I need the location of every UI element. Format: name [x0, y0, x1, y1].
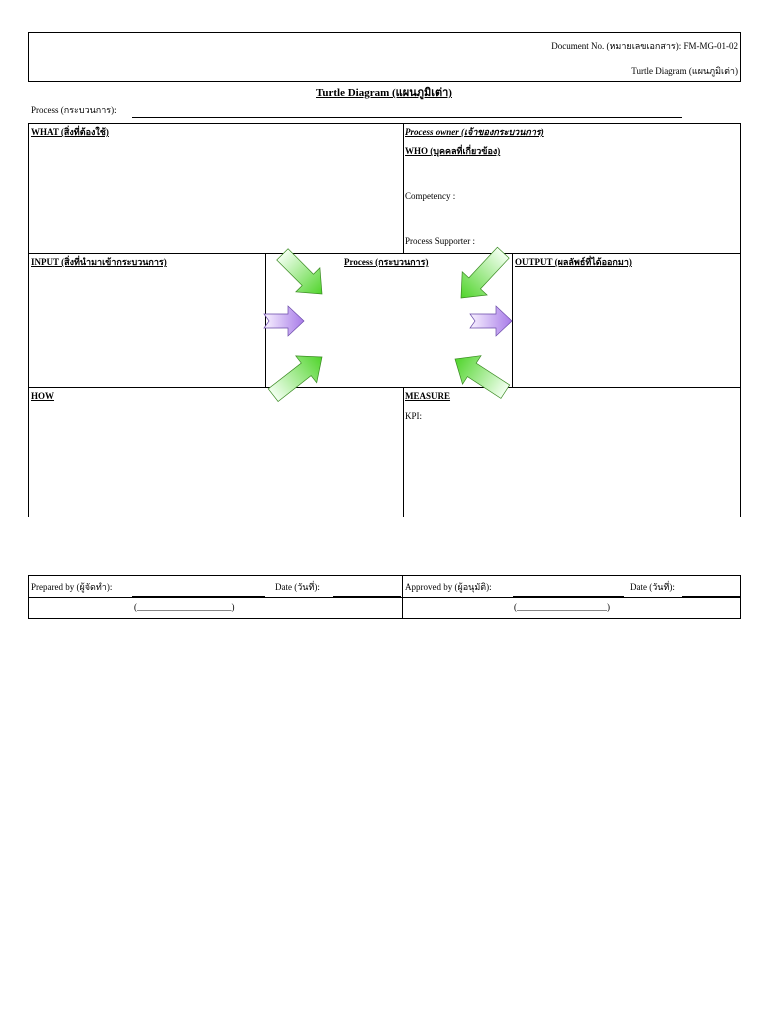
- grid-center-bottom: [403, 387, 404, 517]
- prepared-date-label: Date (วันที่):: [275, 582, 320, 592]
- approved-date-line[interactable]: [682, 596, 740, 597]
- how-label: HOW: [31, 391, 55, 401]
- approved-name-field[interactable]: (____________________): [514, 602, 610, 612]
- process-supporter-label: Process Supporter :: [405, 236, 475, 246]
- grid-left-mid: [265, 253, 266, 387]
- approved-by-line[interactable]: [513, 596, 624, 597]
- input-label: INPUT (สิ่งที่นำมาเข้ากระบวนการ): [31, 257, 167, 267]
- prepared-name-field[interactable]: (_____________________): [134, 602, 235, 612]
- prepared-by-label: Prepared by (ผู้จัดทำ):: [31, 582, 113, 592]
- prepared-by-line[interactable]: [132, 596, 265, 597]
- output-label: OUTPUT (ผลลัพธ์ที่ได้ออกมา): [515, 257, 632, 267]
- measure-label: MEASURE: [405, 391, 451, 401]
- what-label: WHAT (สิ่งที่ต้องใช้): [31, 127, 109, 137]
- page-title: Turtle Diagram (แผนภูมิเต่า): [316, 87, 452, 99]
- grid-right-mid: [512, 253, 513, 387]
- process-owner-label: Process owner (เจ้าของกระบวนการ): [405, 127, 544, 137]
- prepared-date-line[interactable]: [333, 596, 401, 597]
- grid-center-top: [403, 123, 404, 253]
- grid-row-1: [28, 253, 741, 254]
- who-label: WHO (บุคคลที่เกี่ยวข้อง): [405, 146, 501, 156]
- approved-date-label: Date (วันที่):: [630, 582, 675, 592]
- approved-by-label: Approved by (ผู้อนุมัติ):: [405, 582, 492, 592]
- kpi-label: KPI:: [405, 411, 423, 421]
- signoff-row-divider: [28, 597, 741, 598]
- process-label: Process (กระบวนการ):: [31, 105, 117, 115]
- arrow-measure-icon: [0, 0, 1, 1]
- grid-row-2: [28, 387, 741, 388]
- document-number: Document No. (หมายเลขเอกสาร): FM-MG-01-02: [551, 41, 738, 51]
- turtle-grid: [28, 123, 741, 517]
- center-process-label: Process (กระบวนการ): [344, 257, 429, 267]
- competency-label: Competency :: [405, 191, 456, 201]
- document-name: Turtle Diagram (แผนภูมิเต่า): [631, 66, 738, 76]
- process-input-line[interactable]: [132, 117, 682, 118]
